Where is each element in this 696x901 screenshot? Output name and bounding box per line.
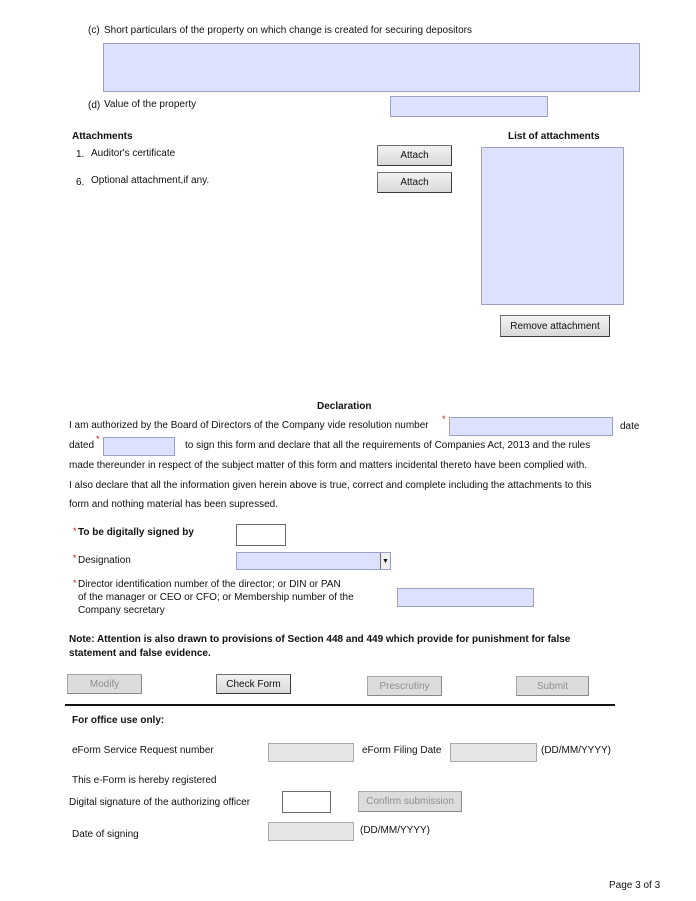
designation-dropdown[interactable] <box>236 552 391 570</box>
date-of-signing-label: Date of signing <box>72 829 139 840</box>
note-line-1: Note: Attention is also drawn to provisions of Section 448 and 449 which provide for punishment for false <box>69 634 571 645</box>
attach-auditor-certificate-button[interactable]: Attach <box>377 145 452 166</box>
srn-field[interactable] <box>268 743 354 762</box>
office-use-heading: For office use only: <box>72 715 165 726</box>
attachment-6-label: Optional attachment,if any. <box>91 175 210 186</box>
property-particulars-field[interactable] <box>103 43 640 92</box>
resolution-date-field[interactable] <box>103 437 175 456</box>
page-number: Page 3 of 3 <box>609 880 661 891</box>
attachment-1-number: 1. <box>76 149 85 160</box>
attachment-6-number: 6. <box>76 177 85 188</box>
item-c-marker: (c) <box>88 25 100 36</box>
din-label-line-2: of the manager or CEO or CFO; or Membership number of the <box>78 592 354 603</box>
property-value-field[interactable] <box>390 96 548 117</box>
signature-label: Digital signature of the authorizing officer <box>69 797 251 808</box>
signed-by-label: To be digitally signed by <box>78 527 194 538</box>
resolution-required-mark: * <box>442 414 446 424</box>
modify-button[interactable]: Modify <box>67 674 142 694</box>
officer-signature-field[interactable] <box>282 791 331 813</box>
filing-date-format: (DD/MM/YYYY) <box>541 745 611 756</box>
signed-by-field[interactable] <box>236 524 286 546</box>
section-divider <box>65 704 615 706</box>
property-particulars-label: Short particulars of the property on which change is created for securing depositors <box>104 25 472 36</box>
property-value-label: Value of the property <box>104 99 197 110</box>
designation-label: Designation <box>78 555 131 566</box>
srn-label: eForm Service Request number <box>72 745 214 756</box>
declaration-line-4: I also declare that all the information given herein above is true, correct and complete including the attachments to this <box>69 480 592 491</box>
filing-date-label: eForm Filing Date <box>362 745 442 756</box>
attachments-heading: Attachments <box>72 131 133 142</box>
attach-optional-button[interactable]: Attach <box>377 172 452 193</box>
registered-text: This e-Form is hereby registered <box>72 775 217 786</box>
remove-attachment-button[interactable]: Remove attachment <box>500 315 610 337</box>
din-label-line-3: Company secretary <box>78 605 165 616</box>
submit-button[interactable]: Submit <box>516 676 589 696</box>
date-of-signing-field[interactable] <box>268 822 354 841</box>
declaration-line-5: form and nothing material has been supressed. <box>69 499 279 510</box>
declaration-line-2: to sign this form and declare that all the requirements of Companies Act, 2013 and the rules <box>185 440 591 451</box>
prescrutiny-button[interactable]: Prescrutiny <box>367 676 442 696</box>
declaration-dated-word: dated <box>69 440 95 451</box>
resolution-number-field[interactable] <box>449 417 613 436</box>
declaration-line-3: made thereunder in respect of the subject matter of this form and matters incidental thereto have been complied with. <box>69 460 588 471</box>
date-of-signing-format: (DD/MM/YYYY) <box>360 825 430 836</box>
designation-required-mark: * <box>73 553 77 563</box>
confirm-submission-button[interactable]: Confirm submission <box>358 791 462 812</box>
item-d-marker: (d) <box>88 100 101 111</box>
filing-date-field[interactable] <box>450 743 537 762</box>
declaration-line-1: I am authorized by the Board of Directors of the Company vide resolution number <box>69 420 429 431</box>
attachments-list-box[interactable] <box>481 147 624 305</box>
din-field[interactable] <box>397 588 534 607</box>
list-of-attachments-heading: List of attachments <box>508 131 600 142</box>
signed-by-required-mark: * <box>73 526 77 536</box>
din-label-line-1: Director identification number of the director; or DIN or PAN <box>78 579 341 590</box>
din-required-mark: * <box>73 578 77 588</box>
check-form-button[interactable]: Check Form <box>216 674 291 694</box>
note-line-2: statement and false evidence. <box>69 648 211 659</box>
chevron-down-icon[interactable]: ▼ <box>380 553 390 569</box>
declaration-heading: Declaration <box>317 401 372 412</box>
declaration-date-word: date <box>620 421 640 432</box>
attachment-1-label: Auditor's certificate <box>91 148 176 159</box>
dated-required-mark: * <box>96 434 100 444</box>
